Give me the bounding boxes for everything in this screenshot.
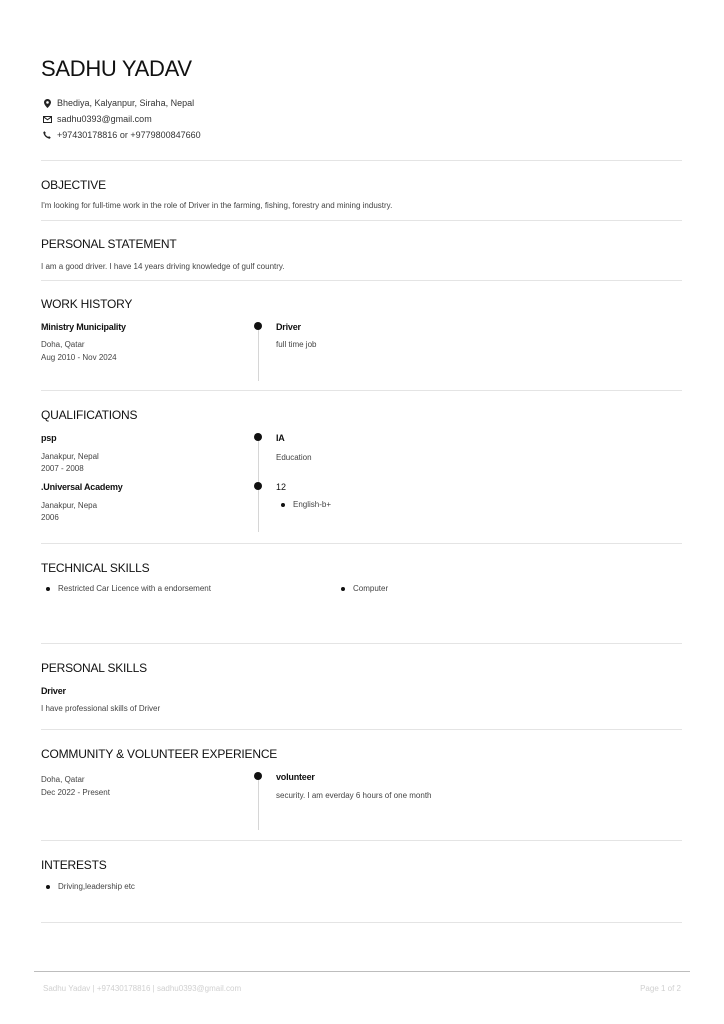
community-dates: Dec 2022 - Present	[41, 788, 110, 797]
divider	[41, 280, 682, 281]
timeline-dot	[254, 433, 262, 441]
employer-name: Ministry Municipality	[41, 322, 126, 332]
list-item	[281, 500, 331, 509]
address-row	[41, 98, 194, 108]
bullet-dot	[46, 587, 50, 591]
qualification-institution: .Universal Academy	[41, 482, 123, 492]
divider	[41, 840, 682, 841]
qualification-detail: English-b+	[293, 500, 332, 509]
objective-text: I'm looking for full-time work in the role of Driver in the farming, fishing, forestry and mining industry.	[41, 201, 393, 210]
personal-skill-name: Driver	[41, 686, 66, 696]
phone-icon	[41, 131, 53, 139]
objective-heading: OBJECTIVE	[41, 178, 106, 192]
community-description: security. I am everday 6 hours of one month	[276, 791, 432, 800]
job-description: full time job	[276, 340, 317, 349]
bullet-dot	[281, 503, 285, 507]
timeline-line	[258, 776, 259, 830]
personal-statement-heading: PERSONAL STATEMENT	[41, 237, 177, 251]
footer-divider	[34, 971, 690, 972]
technical-skills-heading: TECHNICAL SKILLS	[41, 561, 150, 575]
community-location: Doha, Qatar	[41, 775, 85, 784]
qualification-detail: Education	[276, 453, 312, 462]
envelope-icon	[41, 116, 53, 123]
personal-skill-description: I have professional skills of Driver	[41, 704, 161, 713]
qualification-institution: psp	[41, 433, 57, 443]
skill-text: Restricted Car Licence with a endorsement	[58, 584, 211, 593]
address-text: Bhediya, Kalyanpur, Siraha, Nepal	[57, 98, 195, 108]
qualifications-heading: QUALIFICATIONS	[41, 408, 138, 422]
personal-skills-heading: PERSONAL SKILLS	[41, 661, 147, 675]
divider	[41, 390, 682, 391]
email-row	[41, 114, 152, 124]
timeline-dot	[254, 482, 262, 490]
skill-text: Computer	[353, 584, 389, 593]
list-item	[46, 584, 211, 593]
divider	[41, 922, 682, 923]
page-number: Page 1 of 2	[640, 984, 681, 993]
phone-text: +97430178816 or +9779800847660	[57, 130, 201, 140]
qualification-location: Janakpur, Nepa	[41, 501, 98, 510]
candidate-name: SADHU YADAV	[41, 56, 192, 81]
personal-statement-text: I am a good driver. I have 14 years driving knowledge of gulf country.	[41, 262, 285, 271]
interests-heading: INTERESTS	[41, 858, 107, 872]
qualification-dates: 2006	[41, 513, 59, 522]
qualification-location: Janakpur, Nepal	[41, 452, 99, 461]
community-role: volunteer	[276, 772, 315, 782]
divider	[41, 643, 682, 644]
timeline-dot	[254, 322, 262, 330]
list-item	[341, 584, 388, 593]
email-link[interactable]: sadhu0393@gmail.com	[57, 114, 152, 124]
job-role: Driver	[276, 322, 301, 332]
work-dates: Aug 2010 - Nov 2024	[41, 353, 117, 362]
location-pin-icon	[41, 99, 53, 108]
divider	[41, 729, 682, 730]
bullet-dot	[341, 587, 345, 591]
work-location: Doha, Qatar	[41, 340, 85, 349]
interest-text: Driving,leadership etc	[58, 882, 135, 891]
qualification-award: 12	[276, 482, 287, 492]
timeline-dot	[254, 772, 262, 780]
divider	[41, 543, 682, 544]
qualification-award: IA	[276, 433, 285, 443]
community-heading: COMMUNITY & VOLUNTEER EXPERIENCE	[41, 747, 278, 761]
bullet-dot	[46, 885, 50, 889]
timeline-line	[258, 326, 259, 381]
divider	[41, 220, 682, 221]
phone-row	[41, 130, 201, 140]
list-item	[46, 882, 135, 891]
qualification-dates: 2007 - 2008	[41, 464, 84, 473]
footer-contact: Sadhu Yadav | +97430178816 | sadhu0393@gmail.com	[43, 984, 242, 993]
divider	[41, 160, 682, 161]
work-history-heading: WORK HISTORY	[41, 297, 133, 311]
